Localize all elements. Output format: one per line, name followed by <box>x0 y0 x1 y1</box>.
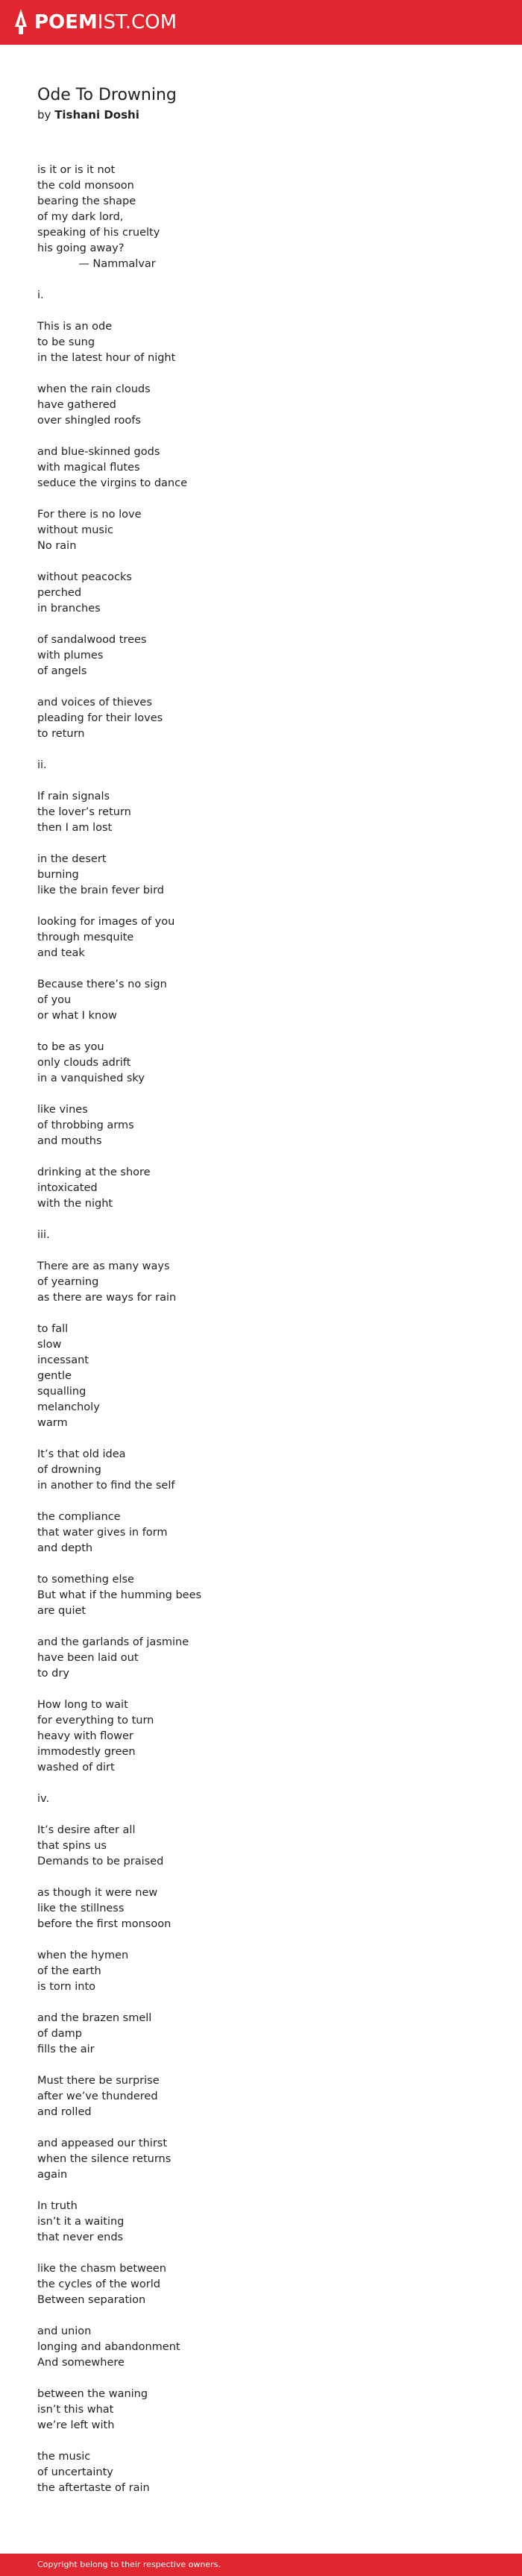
stanza-break <box>37 2058 485 2073</box>
poem-byline <box>37 107 139 122</box>
poem-stanza <box>37 914 485 961</box>
stanza-break <box>37 1870 485 1885</box>
poem-line: i. <box>37 289 44 301</box>
poem-stanza <box>37 2261 485 2308</box>
poem-line: of sandalwood trees <box>37 634 147 646</box>
poem-line: to dry <box>37 1668 69 1680</box>
poem-line: before the first monsoon <box>37 1918 172 1930</box>
poem-line: we’re left with <box>37 2419 115 2431</box>
poem-line: slow <box>37 1339 62 1351</box>
poem-stanza <box>37 852 485 899</box>
stanza-break <box>37 679 485 695</box>
poem-line: like the chasm between <box>37 2263 166 2275</box>
poem-line: to something else <box>37 1574 134 1586</box>
stanza-break <box>37 2183 485 2199</box>
poem-line: that spins us <box>37 1840 107 1852</box>
poem-line: In truth <box>37 2200 78 2212</box>
poem-line: when the rain clouds <box>37 383 151 395</box>
poem-line: Between separation <box>37 2294 146 2306</box>
poem-line: the music <box>37 2451 91 2463</box>
stanza-break <box>37 1494 485 1510</box>
poem-line: without peacocks <box>37 571 132 583</box>
poem-line: the cold monsoon <box>37 180 134 192</box>
poem-stanza <box>37 319 485 366</box>
poem-line: with plumes <box>37 650 104 662</box>
poem-line: his going away? <box>37 242 125 254</box>
poem-line: intoxicated <box>37 1182 98 1194</box>
poem-line: for everything to turn <box>37 1715 154 1727</box>
poem-line: when the silence returns <box>37 2153 172 2165</box>
poem-stanza <box>37 1510 485 1556</box>
poem-line: But what if the humming bees <box>37 1589 202 1601</box>
stanza-break <box>37 742 485 758</box>
site-header <box>0 0 522 45</box>
poem-line: when the hymen <box>37 1950 129 1961</box>
poem-line: the lover’s return <box>37 806 131 818</box>
stanza-break <box>37 429 485 444</box>
stanza-break <box>37 1306 485 1322</box>
poem-line: that water gives in form <box>37 1527 168 1539</box>
stanza-break <box>37 2308 485 2324</box>
stanza-break <box>37 1087 485 1102</box>
logo-bold-text: POEM <box>34 11 98 34</box>
poem-line: of yearning <box>37 1276 99 1288</box>
poem-line: as there are ways for rain <box>37 1292 177 1304</box>
poem-stanza <box>37 2136 485 2183</box>
poem-line: How long to wait <box>37 1699 128 1711</box>
poem-line: squalling <box>37 1386 87 1398</box>
poem-line: iii. <box>37 1229 50 1241</box>
poem-line: seduce the virgins to dance <box>37 477 188 489</box>
stanza-break <box>37 773 485 789</box>
poem-line: the aftertaste of rain <box>37 2482 150 2494</box>
poem-line: immodestly green <box>37 1746 136 1758</box>
poem-line: fills the air <box>37 2043 95 2055</box>
poem-stanza <box>37 2449 485 2496</box>
poem-stanza <box>37 1165 485 1212</box>
poem-line: and voices of thieves <box>37 697 152 709</box>
poem-stanza <box>37 2011 485 2058</box>
poem-stanza <box>37 382 485 429</box>
poem-line: and blue-skinned gods <box>37 446 160 458</box>
poem-line: melancholy <box>37 1401 100 1413</box>
poem-line: No rain <box>37 540 77 552</box>
poem-line: after we’ve thundered <box>37 2090 158 2102</box>
poem-line: to be sung <box>37 336 95 348</box>
poem-line: only clouds adrift <box>37 1057 131 1069</box>
poem-stanza <box>37 163 485 272</box>
poem-line: have gathered <box>37 399 116 411</box>
poem-line: and the garlands of jasmine <box>37 1636 189 1648</box>
stanza-break <box>37 2434 485 2449</box>
by-label: by <box>37 108 51 122</box>
poem-line: isn’t it a waiting <box>37 2216 125 2228</box>
poem-line: are quiet <box>37 1605 87 1617</box>
poem-stanza <box>37 2073 485 2120</box>
stanza-break <box>37 1776 485 1791</box>
poem-line: like vines <box>37 1104 88 1116</box>
poem-line: then I am lost <box>37 822 113 834</box>
stanza-break <box>37 491 485 507</box>
poem-title: Ode To Drowning <box>37 86 177 104</box>
stanza-break <box>37 1995 485 2011</box>
poem-line: the cycles of the world <box>37 2278 160 2290</box>
poem-stanza <box>37 1697 485 1776</box>
poem-line: as though it were new <box>37 1887 158 1899</box>
poem-line: Demands to be praised <box>37 1856 164 1867</box>
poem-stanza <box>37 1228 485 1243</box>
poem-stanza <box>37 1948 485 1995</box>
stanza-break <box>37 1024 485 1040</box>
poem-stanza <box>37 789 485 836</box>
poem-line: of the earth <box>37 1965 101 1977</box>
site-logo[interactable] <box>34 10 177 34</box>
poem-stanza <box>37 2387 485 2434</box>
poem-line: incessant <box>37 1354 89 1366</box>
poem-stanza <box>37 977 485 1024</box>
poem-line: looking for images of you <box>37 916 175 928</box>
copyright-text: Copyright belong to their respective owners. <box>37 2560 221 2569</box>
poem-line: washed of dirt <box>37 1762 115 1774</box>
poem-line: perched <box>37 587 82 599</box>
poem-line: and union <box>37 2325 92 2337</box>
logo-light-text: IST.COM <box>97 11 177 34</box>
poem-line: and teak <box>37 947 85 959</box>
poem-stanza <box>37 288 485 304</box>
poem-line: and the brazen smell <box>37 2012 152 2024</box>
poem-stanza <box>37 570 485 617</box>
stanza-break <box>37 1212 485 1228</box>
stanza-break <box>37 836 485 852</box>
poem-line: to return <box>37 728 85 740</box>
poem-line: If rain signals <box>37 791 110 802</box>
poem-line: and mouths <box>37 1135 102 1147</box>
poem-stanza <box>37 1823 485 1870</box>
poem-line: or what I know <box>37 1010 117 1022</box>
stanza-break <box>37 2246 485 2261</box>
poem-line: to fall <box>37 1323 69 1335</box>
poem-line: and appeased our thirst <box>37 2137 168 2149</box>
stanza-break <box>37 304 485 319</box>
stanza-break <box>37 2371 485 2387</box>
poem-line: that never ends <box>37 2231 124 2243</box>
poem-line: It’s that old idea <box>37 1448 126 1460</box>
poem-stanza <box>37 1635 485 1682</box>
stanza-break <box>37 554 485 570</box>
poem-line: And somewhere <box>37 2357 125 2369</box>
poem-line: of uncertainty <box>37 2466 113 2478</box>
poem-line: pleading for their loves <box>37 712 163 724</box>
stanza-break <box>37 272 485 288</box>
poem-line: Because there’s no sign <box>37 978 167 990</box>
poem-line: in branches <box>37 603 101 615</box>
stanza-break <box>37 1243 485 1259</box>
poem-line: isn’t this what <box>37 2404 114 2416</box>
poem-line: gentle <box>37 1370 72 1382</box>
poem-line: and rolled <box>37 2106 92 2118</box>
stanza-break <box>37 1431 485 1447</box>
poem-stanza <box>37 2324 485 2371</box>
poem-line: to be as you <box>37 1041 104 1053</box>
poem-line: have been laid out <box>37 1652 139 1664</box>
poem-line: It’s desire after all <box>37 1824 136 1836</box>
poem-line: in the latest hour of night <box>37 352 176 364</box>
poem-stanza <box>37 1040 485 1087</box>
poem-stanza <box>37 1572 485 1619</box>
poem-line: is torn into <box>37 1981 96 1993</box>
poem-line: iv. <box>37 1793 50 1805</box>
poem-line: and depth <box>37 1542 93 1554</box>
poem-line: without music <box>37 524 113 536</box>
poem-line: is it or is it not <box>37 164 116 176</box>
poem-stanza <box>37 758 485 773</box>
poem-line: with magical flutes <box>37 462 140 474</box>
poem-line: of drowning <box>37 1464 101 1476</box>
poem-stanza <box>37 507 485 554</box>
poem-stanza <box>37 1102 485 1149</box>
poem-line: of damp <box>37 2028 83 2040</box>
poem-stanza <box>37 1791 485 1807</box>
poem-stanza <box>37 1259 485 1306</box>
poem-line: again <box>37 2169 68 2181</box>
poem-line: Must there be surprise <box>37 2075 160 2087</box>
poem-line: of my dark lord, <box>37 211 124 223</box>
poem-line: bearing the shape <box>37 195 136 207</box>
author-link[interactable]: Tishani Doshi <box>54 108 139 122</box>
poem-line: in the desert <box>37 853 107 865</box>
poem-line: of angels <box>37 665 87 677</box>
stanza-break <box>37 1149 485 1165</box>
poem-body <box>37 163 485 2496</box>
poem-line: warm <box>37 1417 68 1429</box>
stanza-break <box>37 2120 485 2136</box>
poem-line: heavy with flower <box>37 1730 133 1742</box>
poem-line: the compliance <box>37 1511 121 1523</box>
poem-line: in a vanquished sky <box>37 1072 145 1084</box>
poem-stanza <box>37 1885 485 1932</box>
poem-line: over shingled roofs <box>37 415 141 427</box>
poem-line: burning <box>37 869 79 881</box>
stanza-break <box>37 1556 485 1572</box>
poem-line: with the night <box>37 1198 113 1210</box>
stanza-break <box>37 899 485 914</box>
stanza-break <box>37 1807 485 1823</box>
poem-stanza <box>37 2199 485 2246</box>
poem-stanza <box>37 632 485 679</box>
poem-line: There are as many ways <box>37 1260 170 1272</box>
poem-line: longing and abandonment <box>37 2341 180 2353</box>
stanza-break <box>37 617 485 632</box>
poem-stanza <box>37 1447 485 1494</box>
poem-stanza <box>37 1322 485 1431</box>
poem-line: like the stillness <box>37 1903 125 1914</box>
poem-stanza <box>37 695 485 742</box>
poem-line: through mesquite <box>37 932 134 943</box>
poem-line: speaking of his cruelty <box>37 227 160 239</box>
poem-line: between the waning <box>37 2388 148 2400</box>
poem-line: ii. <box>37 759 47 771</box>
stanza-break <box>37 1619 485 1635</box>
poem-line: This is an ode <box>37 321 113 333</box>
stanza-break <box>37 961 485 977</box>
site-footer <box>0 2554 522 2576</box>
stanza-break <box>37 366 485 382</box>
poem-line: For there is no love <box>37 509 142 521</box>
quill-pen-icon[interactable] <box>13 7 28 37</box>
poem-line: like the brain fever bird <box>37 885 164 896</box>
poem-stanza <box>37 444 485 491</box>
stanza-break <box>37 1682 485 1697</box>
poem-line: of throbbing arms <box>37 1119 134 1131</box>
poem-line: drinking at the shore <box>37 1166 151 1178</box>
stanza-break <box>37 1932 485 1948</box>
poem-line: — Nammalvar <box>37 258 156 270</box>
poem-line: in another to find the self <box>37 1480 175 1492</box>
poem-line: of you <box>37 994 72 1006</box>
